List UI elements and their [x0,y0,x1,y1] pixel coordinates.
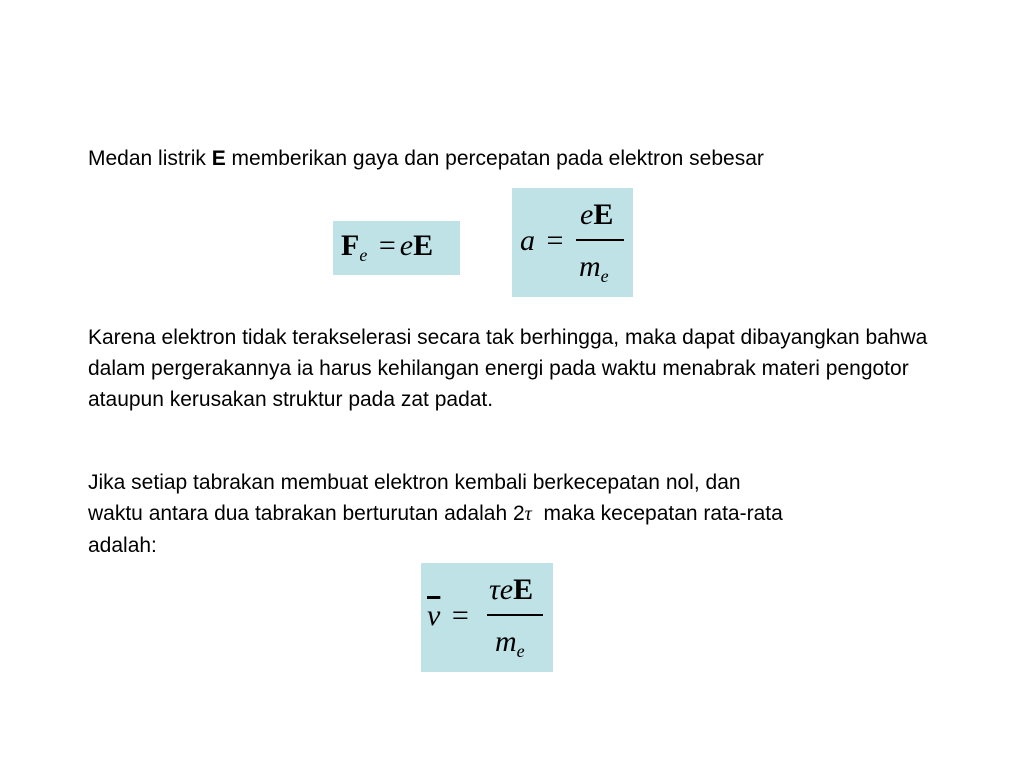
p3-line1: Jika setiap tabrakan membuat elektron kembali berkecepatan nol, dan [88,471,741,494]
intro-before: Medan listrik [88,147,212,170]
accel-num-E: E [593,198,614,231]
velocity-equation-box [421,563,553,672]
intro-after: memberikan gaya dan percepatan pada elektron sebesar [225,147,764,170]
accel-den-sub: e [600,266,609,286]
p3-tau: τ [524,503,532,525]
velocity-num-e: e [499,573,514,606]
force-equation-box [333,221,460,275]
velocity-lhs [427,599,469,633]
force-symbol: F [341,229,360,262]
force-rhs-E: E [413,229,434,262]
force-rhs-e: e [399,229,414,262]
force-equation [341,229,433,263]
paragraph-energy-loss: Karena elektron tidak terakselerasi secara tak berhingga, maka dapat dibayangkan bahwa dalam pergerakannya ia harus kehilangan energi pada waktu menabrak materi pengotor ataupun kerusakan struktur pada zat padat. [88,326,928,411]
accel-fraction-bar [576,239,624,241]
accel-equals: = [546,224,564,257]
velocity-den-sub: e [516,641,525,661]
p3-line2 [88,498,958,530]
velocity-equals: = [451,599,469,632]
acceleration-equation-box [512,188,633,297]
accel-numerator [580,198,613,232]
velocity-num-E: E [513,573,534,606]
accel-denominator [579,250,609,284]
paragraph-average-velocity [88,467,958,561]
force-equals: = [378,229,396,262]
accel-num-e: e [580,198,594,231]
velocity-num-tau: τ [489,573,500,606]
accel-den-m: m [579,250,601,283]
velocity-denominator [495,625,525,659]
p3-line2-before: waktu antara dua tabrakan berturutan adalah 2 [88,502,525,525]
force-subscript: e [359,245,368,265]
accel-lhs [520,224,563,258]
velocity-numerator [489,573,533,607]
velocity-den-m: m [495,625,517,658]
p3-line3: adalah: [88,534,157,557]
velocity-fraction-bar [487,614,543,616]
accel-a: a [520,224,535,257]
p3-line2-after: maka kecepatan rata-rata [531,502,783,525]
intro-text [88,143,958,174]
intro-bold-E: E [211,147,226,170]
velocity-v: $\overline{v}$ [427,599,441,632]
